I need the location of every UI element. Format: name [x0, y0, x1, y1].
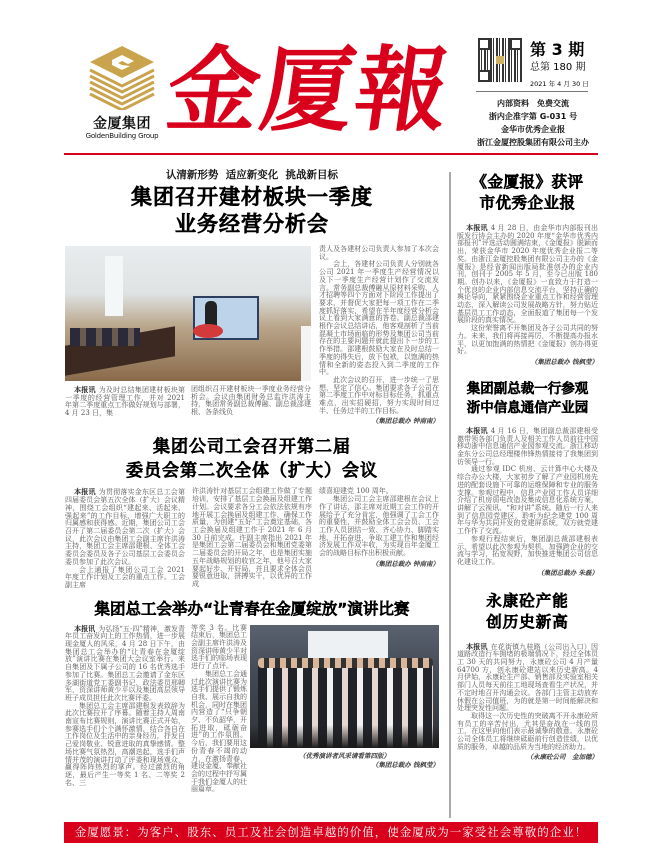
column-divider — [449, 172, 451, 818]
article-text: 责人及各建材公司负责人参加了本次会议。 — [319, 245, 439, 261]
date-rule — [476, 91, 588, 92]
info-line: 金华市优秀企业报 — [501, 125, 565, 134]
photo-caption: （优秀演讲者风采请看第四版） — [299, 751, 390, 760]
headline-line: 《金厦报》获评 — [471, 173, 584, 191]
masthead-title: 金厦報 — [160, 36, 458, 144]
article2-col2 — [192, 488, 312, 588]
article1-col2 — [191, 386, 311, 417]
article-text: 集团公司工会主席邵建根在会议上作了讲话，邵主席对近期工会工作的开展给予了充分肯定，他强调了工会工作的重要性，并鼓励全体工会会员、工会工作人员团结一致、齐心协力、脚踏实地、开拓奋进，争取工建工作和集团经济发展工作双丰收，为实现百年金厦工会的战略目标作出积极贡献。 — [319, 495, 439, 558]
logo-text-en: GoldenBuilding Group — [85, 132, 159, 140]
headline-line: 集团公司工会召开第二届 — [153, 437, 351, 458]
article1-col1 — [65, 386, 185, 418]
right1-headline — [457, 172, 598, 214]
headline-line: 市优秀企业报 — [479, 194, 576, 212]
article-text: 在花街镇九桂路（公司出入口）因道路改造行车拥堵的极端情况下，经过全体员工 30 天的共同努力，永康砼公司 4 月产量 64700 方，创永康砼建站以来历史新高。4 月伊始，永康砼生产部、销售部及实验室相关部门人员每天前往工地现场查看生产状况，并不定时地召开沟通会议。各部门主管主动放弃休假在公司值班，为的就是第一时间能解决和处理突发性问题。 — [457, 642, 599, 713]
article-byline: （集团总裁办 钟南南） — [371, 559, 439, 568]
right1-body — [457, 224, 598, 366]
article-lead: 本报讯 — [74, 385, 96, 394]
footer-slogan-bar — [64, 822, 598, 843]
headline-line: 业务经营分析会 — [175, 212, 329, 236]
issue-date: 2021 年 4 月 30 日 — [530, 80, 589, 88]
article3-col1 — [65, 625, 185, 788]
right3-body — [457, 643, 598, 762]
speech-contest-photo — [250, 625, 439, 748]
article-lead: 本报讯 — [466, 223, 488, 232]
article-text: 许洪涛针对基层工会组建工作做了专题培训，安排了基层工会换届及组建工作计划。会议要求各分工会依法依规有序地开展工会换届及组建工作，确保工作质量，为创建“五好”工会奠定基础，各工会换届及组建工作于 2021 年 6 月 30 日前完成。许副主席指出 2021 年是集团工会第二届委员会和集团党委第二届委员会的开局之年，也是集团实施五年战略规划的收官之年，他号召大家要起好步、开好局，并且要求全体会员要锐意进取，拼搏实干，以优异的工作成 — [192, 487, 312, 588]
article-text: 为弘扬“五·四”精神，激发青年员工奋发向上的工作热情，进一步展现金厦人的风采，4 月 28 日下午，由集团总工会举办的“让青春在金厦绽放”演讲比赛在集团大会议室举行。来自集团及下属子公司的 16 名优秀选手参加了比赛。集团总工会邀请了金东区多湖街道党工委副书记、政法委员邢卿军，资深讲师黄少平以及集团高层领导班子成员担任此次比赛评委。 — [65, 624, 186, 702]
meeting-photo — [65, 246, 311, 381]
article2-body — [65, 488, 439, 589]
headline-line: 集团副总裁一行参观 — [466, 380, 589, 397]
right-column — [457, 172, 598, 761]
article1-headline — [65, 184, 439, 238]
article-lead: 本报讯 — [74, 487, 96, 497]
article-text: 4 月 16 日，集团副总裁邵建根受邀带领各部门负责人及相关工作人员前往中国移动浙中信息通信产业园参观交流。浙江移动金东分公司总经理楼伟锋热情接待了我集团到访领导一行。 — [457, 426, 598, 466]
article-text: 为贯彻落实金东区总工会第四届委员会第五次全体（扩大）会议精神，围绕工会组织“建起来、活起来、强起来”的工作目标，增强广大职工的归属感和获得感。近期，集团公司工会召开了第二届委员会第二次（扩大）会议，此次会议由集团工会副主席许洪涛主持，集团工会主席邵建根、全体工会委员会委员及各子公司基层工会委员会委员参加了此次会议。 — [65, 488, 186, 566]
article-text: 会上，各建材公司负责人分别就各公司 2021 年一季度生产经营情况以及下一季度生产经营计划作了交流发言。常务副总裁傅融从原材料采购、人才招聘等四个方面对下阶段工作提出了要求，并督促大家把每一项工作在二季度抓好落实，希望在半年度经营分析会议上看到大家满意的答卷。副总裁邵建根作会议总结讲话，他客观剖析了当前混凝土市场面临的形势及集团公司当前存在的主要问题并就此提出下一步的工作举措。邵建根鼓励大家在及时总结一季度的得失后，放下包袱，以饱满的热情和全新的姿态投入到二季度的工作中。 — [319, 260, 439, 377]
article3-headline: 集团总工会举办“让青春在金厦绽放”演讲比赛 — [94, 599, 410, 618]
article-byline: （集团总裁办 钟南南） — [371, 417, 439, 426]
article2-col3 — [319, 488, 439, 567]
issue-number: 第 3 期 — [530, 40, 585, 59]
article-byline: （集团总裁办 朱磊） — [537, 568, 598, 577]
article2-col1 — [65, 488, 185, 589]
article-lead: 本报讯 — [466, 425, 488, 435]
right2-body — [457, 427, 598, 577]
article-text: 集团总工会主席邵建根发表致辞为此次比赛拉开了序幕。随着主持人周南南宣布比赛规则，演讲比赛正式开始，参赛选手们个个满怀激情，结合各自在工作岗位及生活中的亲身经历，抒发自己爱岗敬业、锐意进取的真挚感情。整场比赛气氛热烈，高潮迭起，选手们声情并茂的演讲打动了评委和现场观众，赢得阵阵热烈的掌声。经过激烈的角逐，最后产生一等奖 1 名、二等奖 2 名、三 — [65, 701, 185, 787]
masthead-info — [468, 97, 598, 149]
info-line: 浙内企准字第 G-031 号 — [488, 112, 578, 121]
article-byline: （集团总裁办 钱枫莹） — [530, 357, 598, 366]
article-text: 等奖 3 名。比赛结束后，集团总工会副主席许洪涛及资深讲师黄少平对选手们的临场表现进行了点评。 — [191, 623, 247, 671]
qr-code — [478, 38, 522, 82]
left-column — [65, 168, 439, 794]
headline-line: 浙中信息通信产业园 — [466, 399, 589, 416]
article-text: 绩喜迎建党 100 周年。 — [319, 487, 393, 496]
article1-col3 — [319, 246, 439, 425]
article-text: 取得这一次历史性的突破离不开永康砼所有员工的辛苦付出，尤其是奋战在一线的员工，在这里向他们表示最诚挚的敬意。永康砼公司全体员工将继续砥砺前行创造佳绩，以优质的服务，卓越的品质为当地的经济助力。 — [457, 711, 598, 751]
article1-body — [65, 246, 439, 425]
article-lead: 本报讯 — [466, 641, 488, 651]
right3-headline — [457, 591, 598, 633]
logo-mark-icon — [82, 40, 162, 110]
headline-line: 永康砼产能 — [486, 591, 569, 610]
article3-col2 — [191, 625, 247, 794]
article-byline: （集团总裁办 钱枫莹） — [371, 760, 439, 769]
article-text: 这份荣誉离不开集团及各子公司共同的努力。未来，我们将再接再厉，不断提高办报水平，以更加饱满的热情把《金厦报》创办得更好。 — [457, 324, 598, 356]
article-text: 会上通报了集团公司工会 2021 年度工作计划及工会的重点工作。工会副主席 — [65, 565, 185, 589]
info-line: 浙江金厦控股集团有限公司主办 — [477, 138, 589, 147]
footer-slogan: 金厦愿景：为客户、股东、员工及社会创造卓越的价值，使金厦成为一家受社会尊敬的企业！ — [74, 825, 588, 839]
headline-line: 委员会第二次全体（扩大）会议 — [126, 461, 378, 482]
article-lead: 本报讯 — [74, 623, 96, 633]
article3-body — [65, 625, 439, 794]
article-text: 参观行程结束后，集团副总裁邵建根表示，希望以此次参观为契机，加强跨企业的交流与学习，拓宽视野，加快推进集团公司信息化建设工作。 — [457, 534, 598, 566]
group-logo — [82, 40, 162, 140]
headline-line: 创历史新高 — [486, 612, 569, 631]
info-line: 内部资料 免费交流 — [497, 99, 569, 108]
headline-line: 集团召开建材板块一季度 — [131, 185, 373, 209]
article-text: 4 月 28 日，由金华市内部报刊出版发行协会主办的 2020 年度“金华市优秀内部报刊”评选活动圆满结束，《金厦报》脱颖而出，荣获金华市 2020 年度优秀企业报二等奖。由浙江金厦控股集团有限公司主办的《金厦报》是经省新闻出版局批准创办的企业内刊，创刊于 2005 年 5 月，至今已出版 180 期。创办以来，《金厦报》一直致力于打造一个优良的企业内部信息交流平台，坚持正确的舆论导向，紧紧围绕企业重点工作和经营管理动态，深入解读公司发展战略方针，努力贴近基层员工工作动态，全面报道了集团每一个发展阶段的真实情况。 — [457, 224, 598, 325]
article2-headline — [65, 435, 439, 483]
article-text: 通过参观 IDC 机房、云计算中心大楼及综合办公大楼，大家初步了解了产业园机房先进的配套设施下可靠的运维保障和专业的服务支撑。参观过程中，信息产业园工作人员详细介绍了机房弱电改造及集成信息化系统方案，讲解了云视讯、“和对讲”系统。随后一行人来到了信息园党建区，聆听为纪念建党 100 周年与华为共同开发的党建屏系统，双方就党建工作作了交流。 — [457, 465, 598, 536]
article-text: 集团总工会通过此次演讲比赛为选手们提供了锻炼自我、展示自我的机会，同时在集团内营造了“只争朝夕、不负韶华，开拓进取，砥砺奋进”的工作氛围。今后，我们要用这份青春不竭的动力，在激扬青春、建设金厦、奉献社会的过程中抒写属于我们金厦人的壮丽篇章。 — [191, 669, 247, 794]
masthead-rule — [64, 153, 598, 155]
article-byline: （永康砼公司 金加德） — [526, 753, 598, 762]
logo-text-cn: 金厦集团 — [93, 116, 151, 132]
right2-headline — [457, 380, 598, 418]
article-text: 团组织召开建材板块一季度业务经营分析会。会议由集团财务总监许洪涛主持，集团常务副总裁傅融、副总裁邵建根、各条线负 — [191, 385, 311, 417]
article-text: 此次会议的召开，进一步统一了思想，坚定了信心。集团要求各子公司在第二季度工作中对标目标任务，抓重点难点，出实招硬招，努力实现时间过半、任务过半的工作目标。 — [319, 375, 439, 415]
total-issue: 总第 180 期 — [530, 62, 586, 73]
article-text: 为及时总结集团建材板块第一季度的经营管理工作，并对 2021 年第二季度重点工作做好规划与部署，4 月 23 日，集 — [65, 386, 186, 418]
article1-kicker: 认清新形势 适应新变化 挑战新目标 — [165, 169, 339, 181]
